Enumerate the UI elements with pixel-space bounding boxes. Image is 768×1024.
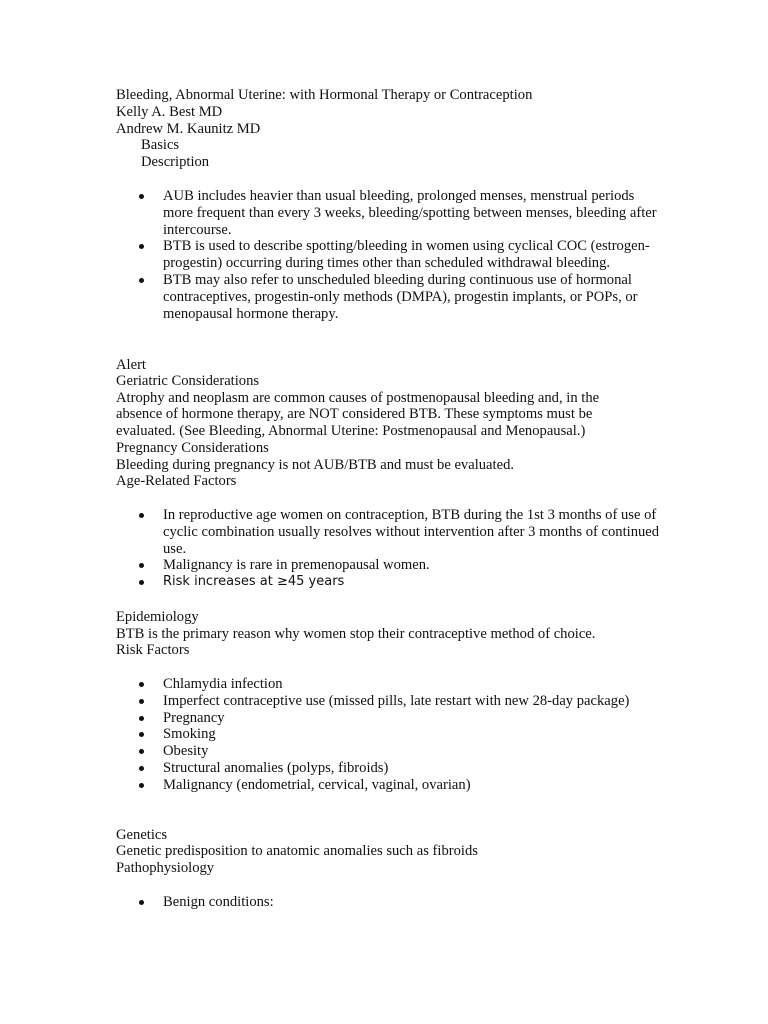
bullet-icon: [139, 716, 144, 721]
section-heading-basics: Basics: [141, 137, 180, 153]
geriatric-heading: Geriatric Considerations: [116, 373, 260, 389]
list-item: Malignancy is rare in premenopausal women.: [0, 557, 663, 574]
list-item: BTB may also refer to unscheduled bleeding during continuous use of hormonal contraceptives, progestin-only methods (DMPA), progestin implants, or POPs, or menopausal hormone therapy.: [0, 272, 663, 322]
geriatric-text-line: absence of hormone therapy, are NOT considered BTB. These symptoms must be: [116, 406, 593, 422]
list-item: Obesity: [0, 743, 663, 760]
genetics-heading: Genetics: [116, 827, 168, 843]
bullet-icon: [139, 244, 144, 249]
age-bullet-list: [0, 507, 768, 591]
list-item: BTB is used to describe spotting/bleeding in women using cyclical COC (estrogen-progestin) occurring during times other than scheduled withdrawal bleeding.: [0, 238, 663, 272]
bullet-icon: [139, 900, 144, 905]
author-1: Kelly A. Best MD: [116, 104, 223, 120]
pregnancy-heading: Pregnancy Considerations: [116, 440, 269, 456]
list-item: Structural anomalies (polyps, fibroids): [0, 760, 663, 777]
bullet-icon: [139, 563, 144, 568]
genetics-text: Genetic predisposition to anatomic anomalies such as fibroids: [116, 843, 478, 859]
bullet-icon: [139, 749, 144, 754]
pregnancy-text: Bleeding during pregnancy is not AUB/BTB and must be evaluated.: [116, 457, 515, 473]
bullet-icon: [139, 766, 144, 771]
patho-bullet-list: [0, 894, 768, 911]
list-item: Benign conditions:: [0, 894, 663, 911]
bullet-icon: [139, 682, 144, 687]
list-item: Imperfect contraceptive use (missed pills, late restart with new 28-day package): [0, 693, 663, 710]
list-item: Smoking: [0, 726, 663, 743]
list-item: Risk increases at ≥45 years: [0, 574, 663, 591]
list-item: Pregnancy: [0, 710, 663, 727]
geriatric-text-line: Atrophy and neoplasm are common causes of postmenopausal bleeding and, in the: [116, 390, 600, 406]
bullet-icon: [139, 580, 144, 585]
risk-factors-heading: Risk Factors: [116, 642, 190, 658]
document-title: Bleeding, Abnormal Uterine: with Hormonal Therapy or Contraception: [116, 87, 533, 103]
description-bullet-list: [0, 188, 768, 322]
geriatric-text-line: evaluated. (See Bleeding, Abnormal Uterine: Postmenopausal and Menopausal.): [116, 423, 586, 439]
list-item: In reproductive age women on contraception, BTB during the 1st 3 months of use of cyclic combination usually resolves without intervention after 3 months of continued use.: [0, 507, 663, 557]
list-item: AUB includes heavier than usual bleeding, prolonged menses, menstrual periods more frequent than every 3 weeks, bleeding/spotting between menses, bleeding after intercourse.: [0, 188, 663, 238]
bullet-icon: [139, 513, 144, 518]
bullet-icon: [139, 278, 144, 283]
bullet-icon: [139, 699, 144, 704]
risk-bullet-list: [0, 676, 768, 794]
epidemiology-text: BTB is the primary reason why women stop their contraceptive method of choice.: [116, 626, 596, 642]
alert-heading: Alert: [116, 357, 146, 373]
bullet-icon: [139, 732, 144, 737]
pathophysiology-heading: Pathophysiology: [116, 860, 215, 876]
epidemiology-heading: Epidemiology: [116, 609, 199, 625]
list-item: Chlamydia infection: [0, 676, 663, 693]
bullet-icon: [139, 783, 144, 788]
list-item: Malignancy (endometrial, cervical, vaginal, ovarian): [0, 777, 663, 794]
age-factors-heading: Age-Related Factors: [116, 473, 237, 489]
bullet-icon: [139, 194, 144, 199]
subsection-heading-description: Description: [141, 154, 210, 170]
author-2: Andrew M. Kaunitz MD: [116, 121, 261, 137]
